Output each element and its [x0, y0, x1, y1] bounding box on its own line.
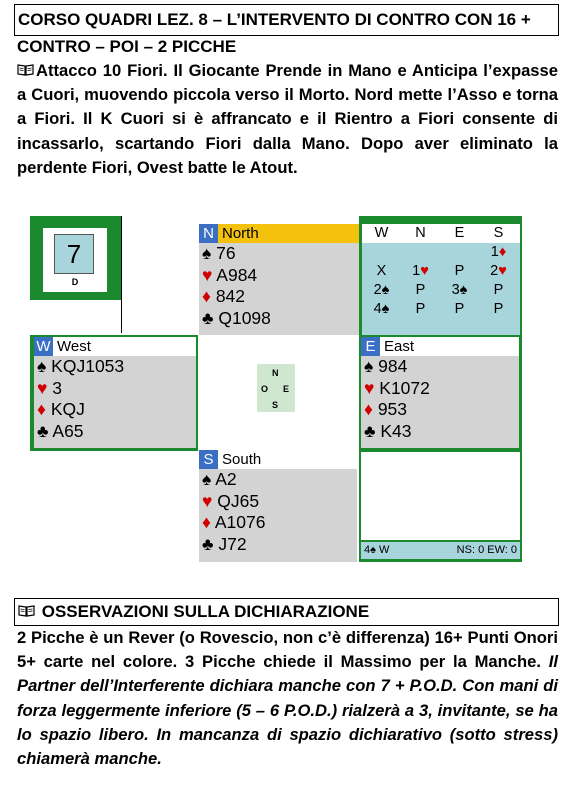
east-seat-name: East — [384, 338, 415, 355]
spade-icon: ♠ — [202, 243, 212, 263]
west-seat-name: West — [57, 338, 91, 355]
auction-row: 2♠ P 3♠ P — [373, 282, 504, 298]
south-seat-tag: S — [199, 450, 218, 469]
east-hand — [361, 337, 519, 448]
page-title: CORSO QUADRI LEZ. 8 – L’INTERVENTO DI CONTRO CON 16 + — [14, 4, 559, 36]
east-spades: 984 — [378, 356, 408, 376]
diamond-icon: ♦ — [202, 512, 211, 532]
spade-icon: ♠ — [364, 356, 374, 376]
spade-icon: ♠ — [202, 469, 212, 489]
heart-icon: ♥ — [202, 264, 213, 285]
board-number: 7 — [54, 234, 94, 274]
north-clubs: Q1098 — [218, 307, 271, 328]
west-clubs: A65 — [52, 420, 84, 441]
observations-header — [14, 598, 559, 626]
auction-header-e: E — [454, 225, 465, 241]
result-panel — [359, 450, 522, 562]
auction-panel — [362, 224, 520, 335]
south-spades: A2 — [215, 469, 237, 489]
club-icon: ♣ — [37, 420, 49, 441]
south-diamonds: A1076 — [214, 512, 266, 532]
north-seat-tag: N — [199, 224, 218, 243]
club-icon: ♣ — [202, 307, 214, 328]
contract-label: 4♠ W — [364, 544, 390, 556]
book-icon — [18, 602, 37, 622]
diamond-icon: ♦ — [202, 286, 211, 306]
north-diamonds: 842 — [215, 286, 246, 306]
club-icon: ♣ — [364, 420, 376, 441]
spade-icon: ♠ — [37, 356, 47, 376]
dealer-marker: D — [71, 277, 79, 287]
observations-title: OSSERVAZIONI SULLA DICHIARAZIONE — [41, 602, 370, 621]
heart-icon: ♥ — [37, 377, 48, 398]
auction-header-w: W — [374, 225, 389, 241]
west-hearts: 3 — [52, 377, 62, 398]
south-hand — [199, 450, 357, 562]
west-seat-tag: W — [34, 337, 53, 356]
east-diamonds: 953 — [377, 399, 408, 419]
observations-text-italic: Il Partner dell’Interferente dichiara manche con 7 + P.O.D. Con mani di forza leggermente inferiore (5 – 6 P.O.D.) rialzerà a 3, invitante, se ha lo spazio libero. In mancanza di spazio dichiarativo (sotto stress) chiamerà manche. — [17, 652, 558, 769]
intro-text: Attacco 10 Fiori. Il Giocante Prende in Mano e Anticipa l’expasse a Cuori, muovendo piccola verso il Morto. Nord mette l’Asso e torna a Fiori. Il K Cuori si è affrancato e il Rientro a Fiori consente di incassarlo, scartando Fiori dalla Mano. Dopo aver eliminato la perdente Fiori, Ovest batte le Atout. — [17, 61, 558, 177]
compass: N O E S — [257, 364, 295, 412]
north-seat-name: North — [222, 225, 259, 242]
book-icon — [17, 59, 36, 83]
auction-header-s: S — [493, 225, 504, 241]
east-clubs: K43 — [380, 420, 412, 441]
page-subtitle: CONTRO – POI – 2 PICCHE — [17, 37, 237, 56]
auction-header-n: N — [415, 225, 426, 241]
observations-text: 2 Picche è un Rever (o Rovescio, non c’è differenza) 16+ Punti Onori 5+ carte nel colore. 3 Picche chiede il Massimo per la Manche. — [17, 628, 558, 672]
west-spades: KQJ1053 — [51, 356, 125, 376]
heart-icon: ♥ — [364, 377, 375, 398]
club-icon: ♣ — [202, 533, 214, 554]
east-hearts: K1072 — [379, 377, 430, 398]
east-seat-tag: E — [361, 337, 380, 356]
auction-row: X 1♥ P 2♥ — [376, 263, 507, 279]
north-hearts: A984 — [216, 264, 258, 285]
west-diamonds: KQJ — [50, 399, 85, 419]
diamond-icon: ♦ — [364, 399, 373, 419]
south-clubs: J72 — [218, 533, 247, 554]
bridge-board — [30, 216, 522, 562]
intro-paragraph — [17, 59, 558, 180]
north-spades: 76 — [216, 243, 236, 263]
observations-paragraph — [17, 626, 558, 771]
score-label: NS: 0 EW: 0 — [456, 544, 517, 556]
south-seat-name: South — [222, 451, 262, 468]
auction-row: 1♦ — [490, 244, 507, 260]
heart-icon: ♥ — [202, 490, 213, 511]
diamond-icon: ♦ — [37, 399, 46, 419]
auction-row: 4♠ P P P — [373, 301, 504, 317]
south-hearts: QJ65 — [217, 490, 260, 511]
board-number-panel — [30, 216, 121, 300]
west-hand — [34, 337, 196, 448]
north-hand — [199, 224, 359, 335]
